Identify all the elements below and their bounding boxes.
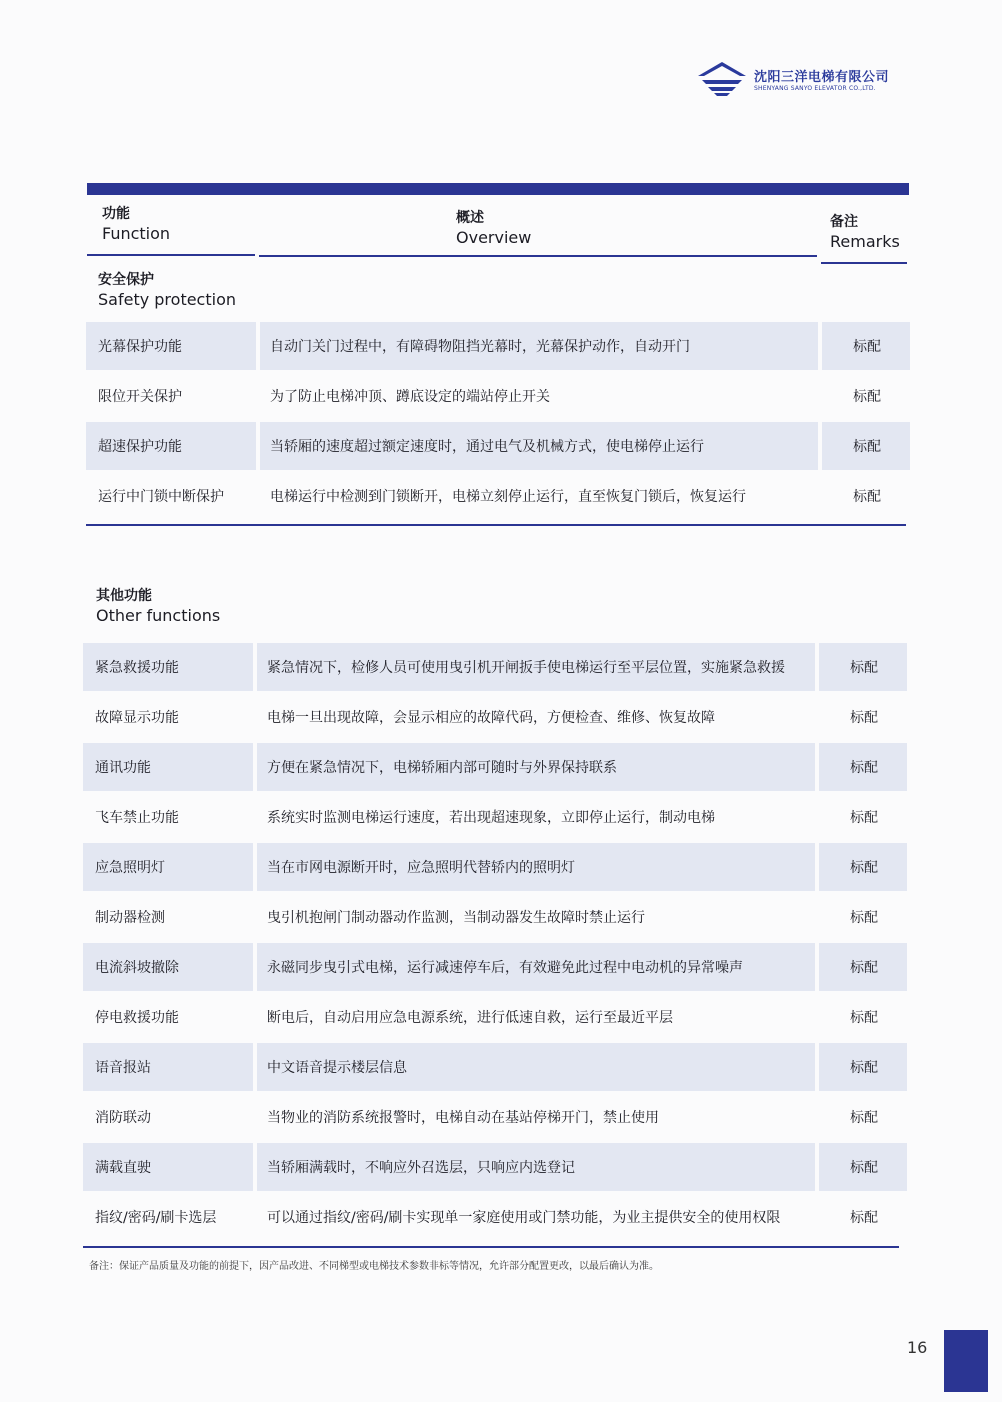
overview-cell: 当在市网电源断开时，应急照明代替轿内的照明灯 <box>257 843 815 891</box>
remark-cell: 标配 <box>819 1043 907 1091</box>
function-cell: 满载直驶 <box>83 1143 253 1191</box>
function-cell: 飞车禁止功能 <box>95 810 179 826</box>
remark-cell: 标配 <box>850 710 878 726</box>
header-remarks-en: Remarks <box>830 232 900 251</box>
overview-cell: 系统实时监测电梯运行速度，若出现超速现象，立即停止运行，制动电梯 <box>267 810 715 826</box>
function-cell: 制动器检测 <box>95 910 165 926</box>
remark-cell: 标配 <box>850 1210 878 1226</box>
section-divider <box>86 524 906 526</box>
page-number: 16 <box>907 1338 928 1357</box>
function-cell: 限位开关保护 <box>98 389 182 405</box>
remark-cell: 标配 <box>819 743 907 791</box>
overview-cell: 当轿厢的速度超过额定速度时，通过电气及机械方式，使电梯停止运行 <box>260 422 818 470</box>
corner-decoration <box>944 1330 988 1392</box>
overview-cell: 为了防止电梯冲顶、蹲底设定的端站停止开关 <box>270 389 550 405</box>
overview-cell: 断电后，自动启用应急电源系统，进行低速自救，运行至最近平层 <box>267 1010 673 1026</box>
function-cell: 通讯功能 <box>83 743 253 791</box>
remark-cell: 标配 <box>822 422 910 470</box>
overview-cell: 当物业的消防系统报警时，电梯自动在基站停梯开门，禁止使用 <box>267 1110 659 1126</box>
company-name-cn: 沈阳三洋电梯有限公司 <box>754 70 890 85</box>
remark-cell: 标配 <box>853 389 881 405</box>
header-underline-function <box>87 254 255 256</box>
function-cell: 消防联动 <box>95 1110 151 1126</box>
remark-cell: 标配 <box>822 322 910 370</box>
company-logo <box>694 58 914 102</box>
overview-cell: 当轿厢满载时，不响应外召选层，只响应内选登记 <box>257 1143 815 1191</box>
function-cell: 应急照明灯 <box>83 843 253 891</box>
table-top-bar <box>87 183 909 195</box>
section-title-safety <box>98 270 236 310</box>
header-function <box>102 204 170 244</box>
header-function-en: Function <box>102 224 171 243</box>
remark-cell: 标配 <box>819 643 907 691</box>
function-cell: 紧急救援功能 <box>83 643 253 691</box>
function-cell: 电流斜坡撤除 <box>83 943 253 991</box>
header-underline-remarks <box>821 262 907 264</box>
section-title-cn: 安全保护 <box>98 272 154 288</box>
function-cell: 指纹/密码/刷卡选层 <box>95 1210 217 1226</box>
header-overview-cn: 概述 <box>456 210 484 226</box>
remark-cell: 标配 <box>853 489 881 505</box>
overview-cell: 方便在紧急情况下，电梯轿厢内部可随时与外界保持联系 <box>257 743 815 791</box>
function-cell: 故障显示功能 <box>95 710 179 726</box>
footnote: 备注：保证产品质量及功能的前提下，因产品改进、不同梯型或电梯技术参数非标等情况，允许部分配置更改，以最后确认为准。 <box>89 1261 659 1272</box>
overview-cell: 紧急情况下，检修人员可使用曳引机开闸扳手使电梯运行至平层位置，实施紧急救援 <box>257 643 815 691</box>
remark-cell: 标配 <box>850 1110 878 1126</box>
function-cell: 光幕保护功能 <box>86 322 256 370</box>
overview-cell: 永磁同步曳引式电梯，运行减速停车后，有效避免此过程中电动机的异常噪声 <box>257 943 815 991</box>
function-cell: 超速保护功能 <box>86 422 256 470</box>
section-divider <box>83 1246 899 1248</box>
overview-cell: 电梯运行中检测到门锁断开，电梯立刻停止运行，直至恢复门锁后，恢复运行 <box>270 489 746 505</box>
section-title-other <box>96 586 220 626</box>
remark-cell: 标配 <box>819 843 907 891</box>
header-overview-en: Overview <box>456 228 532 247</box>
function-cell: 停电救援功能 <box>95 1010 179 1026</box>
overview-cell: 曳引机抱闸门制动器动作监测，当制动器发生故障时禁止运行 <box>267 910 645 926</box>
overview-cell: 中文语音提示楼层信息 <box>257 1043 815 1091</box>
company-logo-mark-icon <box>694 58 750 98</box>
remark-cell: 标配 <box>850 1010 878 1026</box>
header-remarks <box>830 212 900 252</box>
header-remarks-cn: 备注 <box>830 214 858 230</box>
remark-cell: 标配 <box>819 1143 907 1191</box>
overview-cell: 可以通过指纹/密码/刷卡实现单一家庭使用或门禁功能，为业主提供安全的使用权限 <box>267 1210 781 1226</box>
section-title-cn: 其他功能 <box>96 588 152 604</box>
remark-cell: 标配 <box>850 910 878 926</box>
company-name-en: SHENYANG SANYO ELEVATOR CO.,LTD. <box>754 85 876 92</box>
section-title-en: Other functions <box>96 606 221 625</box>
function-cell: 语音报站 <box>83 1043 253 1091</box>
section-title-en: Safety protection <box>98 290 236 309</box>
header-function-cn: 功能 <box>102 206 130 222</box>
header-overview <box>456 208 531 248</box>
overview-cell: 自动门关门过程中，有障碍物阻挡光幕时，光幕保护动作，自动开门 <box>260 322 818 370</box>
remark-cell: 标配 <box>819 943 907 991</box>
function-cell: 运行中门锁中断保护 <box>98 489 224 505</box>
remark-cell: 标配 <box>850 810 878 826</box>
header-underline-overview <box>259 255 817 257</box>
overview-cell: 电梯一旦出现故障，会显示相应的故障代码，方便检查、维修、恢复故障 <box>267 710 715 726</box>
